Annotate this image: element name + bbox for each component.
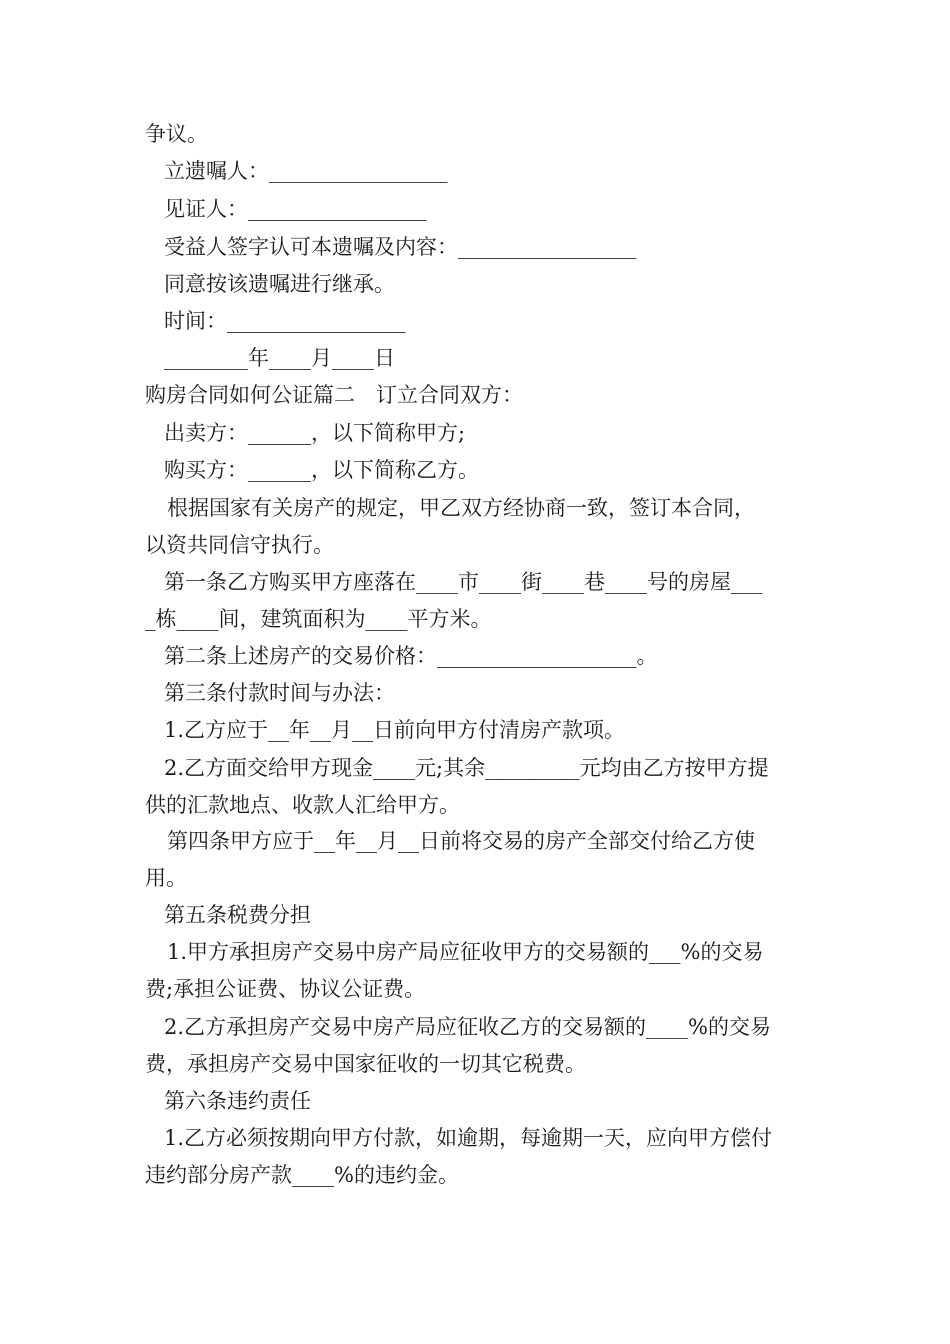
clause-line: 1.乙方应于__年__月__日前向甲方付清房产款项。 <box>164 718 626 742</box>
clause-line: 1.甲方承担房产交易中房产局应征收甲方的交易额的___%的交易 <box>167 940 764 964</box>
testator-signature-line: 立遗嘱人：_________________ <box>164 159 448 183</box>
clause-line: 费，承担房产交易中国家征收的一切其它税费。 <box>145 1052 586 1076</box>
date-line: ________年____月____日 <box>164 346 395 370</box>
text-line: 争议。 <box>145 122 208 146</box>
article-1-line: 第一条乙方购买甲方座落在____市____街____巷____号的房屋___ <box>164 570 763 594</box>
clause-line: 2.乙方面交给甲方现金____元;其余_________元均由乙方按甲方提 <box>164 756 769 780</box>
clause-line: 供的汇款地点、收款人汇给甲方。 <box>145 793 460 817</box>
beneficiary-signature-line: 受益人签字认可本遗嘱及内容：_________________ <box>164 235 637 259</box>
witness-signature-line: 见证人：_________________ <box>164 197 427 221</box>
clause-line: 费;承担公证费、协议公证费。 <box>145 977 426 1001</box>
paragraph-line: 以资共同信守执行。 <box>145 533 334 557</box>
article-5-heading: 第五条税费分担 <box>164 903 311 927</box>
text-line: 同意按该遗嘱进行继承。 <box>164 272 395 296</box>
article-4-line: 用。 <box>145 866 187 890</box>
section-heading: 购房合同如何公证篇二 订立合同双方： <box>145 383 523 407</box>
article-1-line: _栋____间，建筑面积为____平方米。 <box>145 607 492 631</box>
clause-line: 违约部分房产款____%的违约金。 <box>145 1163 459 1187</box>
time-line: 时间：_________________ <box>164 309 406 333</box>
article-6-heading: 第六条违约责任 <box>164 1089 311 1113</box>
article-4-line: 第四条甲方应于__年__月__日前将交易的房产全部交付给乙方使 <box>167 829 755 853</box>
article-2-line: 第二条上述房产的交易价格：___________________。 <box>164 644 658 668</box>
article-3-heading: 第三条付款时间与办法： <box>164 681 395 705</box>
clause-line: 2.乙方承担房产交易中房产局应征收乙方的交易额的____%的交易 <box>164 1015 771 1039</box>
buyer-line: 购买方：______，以下简称乙方。 <box>164 458 479 482</box>
seller-line: 出卖方：______，以下简称甲方; <box>164 421 466 445</box>
paragraph-line: 根据国家有关房产的规定，甲乙双方经协商一致，签订本合同， <box>167 496 755 520</box>
clause-line: 1.乙方必须按期向甲方付款，如逾期，每逾期一天，应向甲方偿付 <box>164 1126 773 1150</box>
